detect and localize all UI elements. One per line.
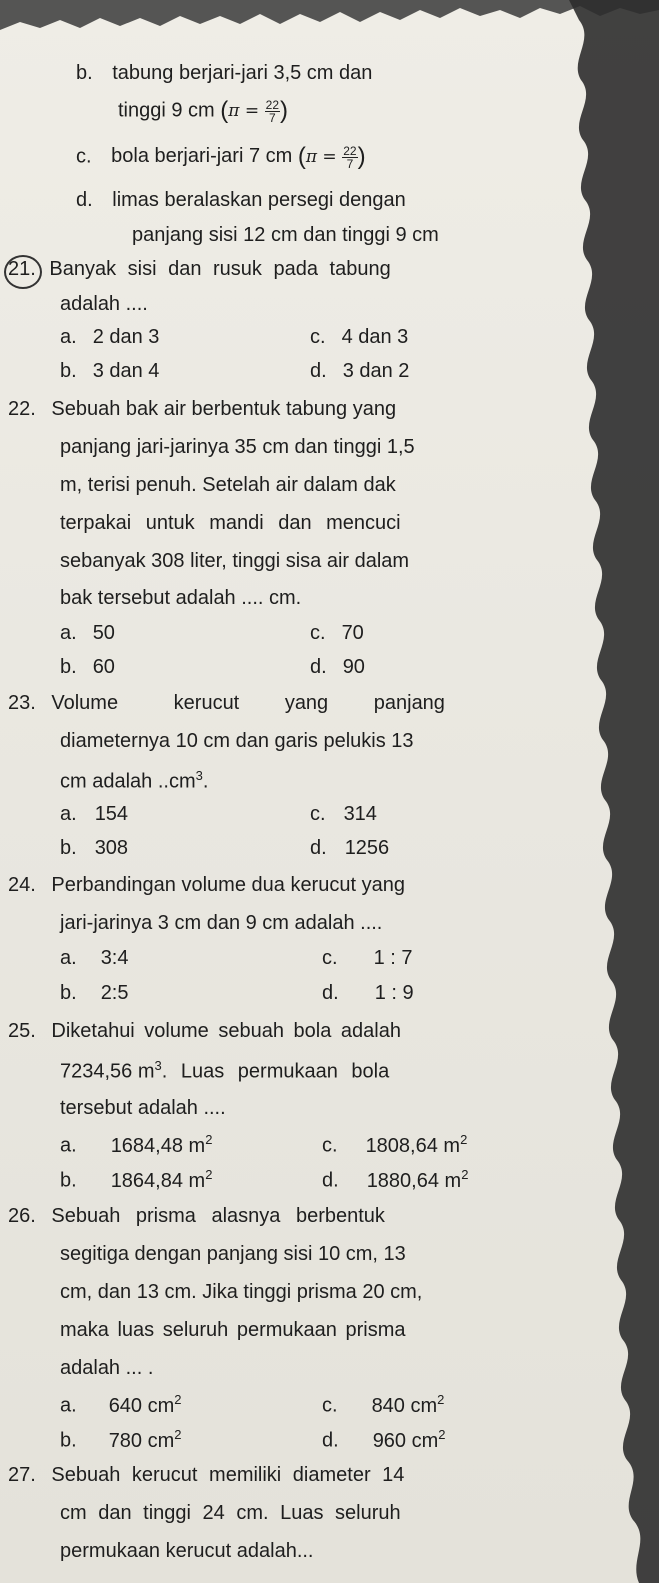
option-value: 1808,64 m: [365, 1134, 461, 1157]
q21-text: Banyak sisi dan rusuk pada tabung: [49, 258, 391, 280]
q23-word: panjang: [373, 692, 445, 714]
q24-text: Perbandingan volume dua kerucut yang: [51, 874, 405, 896]
pi-expression: π =: [305, 147, 337, 167]
option-label-c: c.: [322, 1394, 338, 1417]
q21-option-c: [310, 326, 408, 349]
q27-line3: permukaan kerucut adalah...: [60, 1540, 314, 1562]
option-label-a: a.: [60, 326, 77, 348]
q23-word: Volume: [51, 692, 119, 714]
q26-line1: [8, 1205, 385, 1228]
question-number: 25.: [8, 1020, 36, 1042]
question-number: 26.: [8, 1205, 36, 1227]
q26-line4: maka luas seluruh permukaan prisma: [60, 1319, 406, 1341]
q25-line3: tersebut adalah ....: [60, 1097, 226, 1119]
option-label-a: a.: [60, 1394, 77, 1417]
option-value: 780 cm: [108, 1429, 175, 1452]
option-value: 154: [94, 803, 129, 825]
q26-line2: segitiga dengan panjang sisi 10 cm, 13: [60, 1243, 406, 1265]
superscript: 2: [205, 1167, 213, 1182]
q27-line1: [8, 1464, 404, 1487]
option-value: 314: [343, 803, 377, 825]
q20-d-line1: limas beralaskan persegi dengan: [112, 189, 406, 211]
option-label-c: c.: [310, 622, 326, 644]
option-value: 308: [94, 837, 129, 859]
option-label-d: d.: [322, 1169, 339, 1192]
option-value: 1 : 7: [373, 947, 413, 969]
option-label-b: b.: [60, 656, 77, 678]
q22-option-c: [310, 622, 364, 645]
option-label-a: a.: [60, 622, 77, 644]
option-label-a: a.: [60, 803, 77, 825]
q25-line2-rest: . Luas permukaan bola: [161, 1060, 390, 1083]
option-label-a: a.: [60, 947, 77, 969]
q20-c-text: bola berjari-jari 7 cm: [111, 145, 293, 168]
q23-line3: [60, 768, 208, 794]
q26-text: Sebuah prisma alasnya berbentuk: [51, 1205, 385, 1227]
q26-option-c: [322, 1392, 444, 1418]
question-number: 27.: [8, 1464, 36, 1486]
q26-option-b: [60, 1427, 182, 1453]
q23-option-c: [310, 803, 377, 826]
option-value: 1880,64 m: [366, 1169, 462, 1192]
option-label-b: b.: [60, 1429, 77, 1452]
option-label-d: d.: [76, 189, 93, 211]
q24-option-d: [322, 982, 414, 1005]
option-value: 2:5: [100, 982, 129, 1004]
q26-line5: adalah ... .: [60, 1357, 154, 1379]
option-value: 1 : 9: [374, 982, 414, 1004]
option-value: 3 dan 2: [342, 360, 410, 382]
option-value: 4 dan 3: [341, 326, 409, 348]
q25-line2: [60, 1058, 389, 1084]
option-label-c: c.: [76, 145, 92, 168]
option-label-c: c.: [322, 1134, 338, 1157]
option-value: 960 cm: [372, 1429, 439, 1452]
superscript: 3: [195, 768, 203, 783]
option-value: 1864,84 m: [110, 1169, 206, 1192]
superscript: 2: [438, 1427, 446, 1442]
option-value: 50: [92, 622, 115, 644]
option-value: 2 dan 3: [92, 326, 160, 348]
option-value: 1684,48 m: [110, 1134, 206, 1157]
q27-text: Sebuah kerucut memiliki diameter 14: [51, 1464, 405, 1486]
q20-option-b: [76, 62, 372, 85]
superscript: 2: [460, 1132, 468, 1147]
q24-line2: jari-jarinya 3 cm dan 9 cm adalah ....: [60, 912, 383, 934]
option-label-b: b.: [76, 62, 93, 84]
q21-line2: adalah ....: [60, 293, 148, 315]
option-label-c: c.: [310, 326, 326, 348]
q20-option-c: [76, 143, 366, 171]
superscript: 2: [437, 1392, 445, 1407]
option-label-b: b.: [60, 360, 77, 382]
option-label-d: d.: [310, 656, 327, 678]
q22-text: Sebuah bak air berbentuk tabung yang: [51, 398, 397, 420]
option-label-b: b.: [60, 1169, 77, 1192]
q23-option-a: [60, 803, 128, 826]
q25-line1: [8, 1020, 401, 1043]
q22-line1: [8, 398, 396, 421]
q22-line2: panjang jari-jarinya 35 cm dan tinggi 1,5: [60, 436, 415, 458]
period: .: [202, 770, 209, 793]
q22-line3: m, terisi penuh. Setelah air dalam dak: [60, 474, 396, 496]
option-label-b: b.: [60, 837, 77, 859]
superscript: 2: [461, 1167, 469, 1182]
q22-line6: bak tersebut adalah .... cm.: [60, 587, 302, 609]
q22-option-a: [60, 622, 115, 645]
question-number: 22.: [8, 398, 36, 420]
q25-text: Diketahui volume sebuah bola adalah: [51, 1020, 401, 1042]
superscript: 2: [174, 1392, 182, 1407]
q22-option-b: [60, 656, 115, 679]
superscript: 2: [205, 1132, 213, 1147]
q23-line3-text: cm adalah ..cm: [60, 770, 196, 793]
question-number: 24.: [8, 874, 36, 896]
option-label-a: a.: [60, 1134, 77, 1157]
q21-option-a: [60, 326, 159, 349]
option-value: 90: [342, 656, 365, 678]
q22-line4: terpakai untuk mandi dan mencuci: [60, 512, 401, 534]
option-label-d: d.: [322, 1429, 339, 1452]
q23-option-b: [60, 837, 128, 860]
q20-b-line2-text: tinggi 9 cm: [118, 99, 215, 122]
fraction-denominator: 7: [269, 110, 276, 125]
option-value: 1256: [344, 837, 390, 859]
q24-option-c: [322, 947, 412, 970]
q25-option-b: [60, 1167, 212, 1193]
q24-option-a: [60, 947, 129, 970]
fraction-numerator: 22: [343, 143, 357, 158]
q21-line1: [8, 258, 391, 281]
q27-line2: cm dan tinggi 24 cm. Luas seluruh: [60, 1502, 401, 1524]
option-value: 840 cm: [371, 1394, 438, 1417]
q26-option-a: [60, 1392, 182, 1418]
question-number: 21.: [8, 258, 36, 280]
option-label-d: d.: [310, 837, 327, 859]
q20-b-line2: [118, 97, 288, 125]
q23-word: yang: [284, 692, 329, 714]
q22-line5: sebanyak 308 liter, tinggi sisa air dalam: [60, 550, 410, 572]
torn-right-edge: [529, 0, 659, 1583]
q26-option-d: [322, 1427, 446, 1453]
q21-option-b: [60, 360, 159, 383]
q24-option-b: [60, 982, 129, 1005]
q25-option-c: [322, 1132, 467, 1158]
q20-b-line1: tabung berjari-jari 3,5 cm dan: [112, 62, 373, 84]
paren-close: ): [280, 97, 289, 124]
q24-line1: [8, 874, 405, 897]
q21-option-d: [310, 360, 409, 383]
q23-line2: diameternya 10 cm dan garis pelukis 13: [60, 730, 414, 752]
superscript: 2: [174, 1427, 182, 1442]
q23-line1: [8, 692, 445, 715]
option-label-b: b.: [60, 982, 77, 1004]
option-label-d: d.: [322, 982, 339, 1004]
q20-option-d: [76, 189, 406, 212]
q20-d-line2: panjang sisi 12 cm dan tinggi 9 cm: [132, 224, 439, 246]
volume-value: 7234,56 m: [60, 1060, 155, 1083]
q25-option-d: [322, 1167, 468, 1193]
option-value: 60: [92, 656, 115, 678]
q26-line3: cm, dan 13 cm. Jika tinggi prisma 20 cm,: [60, 1281, 423, 1303]
option-value: 3 dan 4: [92, 360, 160, 382]
q22-option-d: [310, 656, 365, 679]
fraction-denominator: 7: [346, 156, 354, 171]
option-label-c: c.: [310, 803, 326, 825]
pi-expression: π =: [228, 101, 260, 121]
pi-fraction: [265, 99, 280, 124]
paren-open: (: [297, 143, 306, 170]
paren-close: ): [357, 143, 366, 170]
option-value: 640 cm: [108, 1394, 175, 1417]
option-value: 3:4: [100, 947, 129, 969]
q23-word: kerucut: [173, 692, 240, 714]
option-label-c: c.: [322, 947, 338, 969]
fraction-numerator: 22: [265, 97, 280, 112]
question-number: 23.: [8, 692, 36, 714]
option-label-d: d.: [310, 360, 327, 382]
superscript: 3: [154, 1058, 162, 1073]
option-value: 70: [341, 622, 364, 644]
pi-fraction: [342, 145, 357, 170]
q25-option-a: [60, 1132, 212, 1158]
q23-option-d: [310, 837, 389, 860]
paren-open: (: [220, 97, 229, 124]
